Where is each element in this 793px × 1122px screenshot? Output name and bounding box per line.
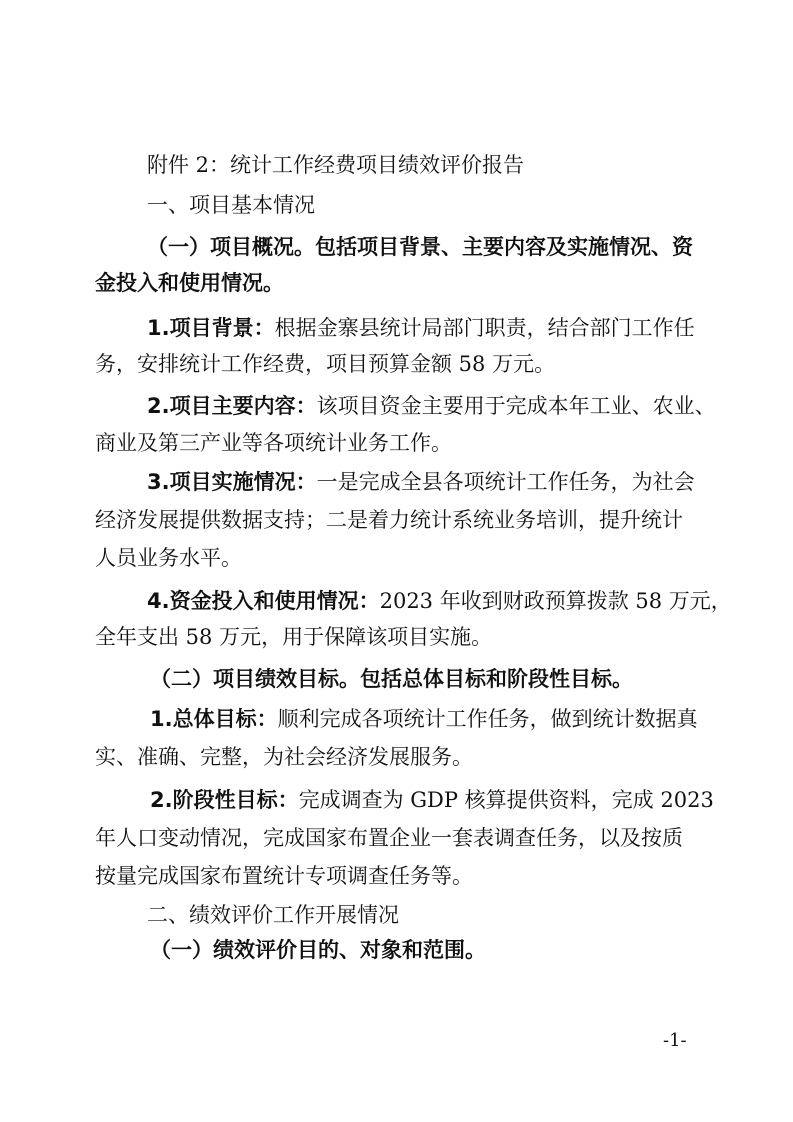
paragraph-overall-goal-line1 [150, 704, 698, 734]
paragraph-background-line1 [147, 313, 695, 343]
paragraph-stage-goal-line2: 年人口变动情况，完成国家布置企业一套表调查任务，以及按质 [95, 826, 683, 850]
paragraph-implementation-line1 [147, 467, 695, 497]
paragraph-text: 2023 年收到财政预算拨款 58 万元， [379, 589, 732, 613]
section-heading-1: 一、项目基本情况 [147, 193, 315, 217]
paragraph-text: 一是完成全县各项统计工作任务，为社会 [316, 470, 695, 494]
subsection-heading-3: （一）绩效评价目的、对象和范围。 [150, 938, 486, 962]
paragraph-label: 1.项目背景： [147, 316, 275, 340]
section-heading-2: 二、绩效评价工作开展情况 [147, 903, 399, 927]
paragraph-overall-goal-line2: 实、准确、完整，为社会经济发展服务。 [95, 745, 473, 769]
paragraph-label: 3.项目实施情况： [147, 470, 317, 494]
subsection-heading-2: （二）项目绩效目标。包括总体目标和阶段性目标。 [150, 667, 633, 691]
paragraph-stage-goal-line1 [150, 785, 714, 815]
subsection-heading-1-line2: 金投入和使用情况。 [95, 271, 284, 295]
page-number: -1- [663, 1030, 687, 1051]
paragraph-text: 完成调查为 GDP 核算提供资料，完成 2023 [298, 788, 714, 812]
paragraph-label: 2.阶段性目标： [150, 788, 299, 812]
paragraph-text: 顺利完成各项统计工作任务，做到统计数据真 [277, 707, 698, 731]
attachment-title: 附件 2：统计工作经费项目绩效评价报告 [147, 153, 525, 177]
paragraph-label: 4.资金投入和使用情况： [147, 589, 380, 613]
paragraph-text: 该项目资金主要用于完成本年工业、农业、 [316, 394, 716, 418]
paragraph-label: 1.总体目标： [150, 707, 278, 731]
paragraph-funding-line1 [147, 586, 732, 616]
paragraph-implementation-line3: 人员业务水平。 [95, 546, 242, 570]
paragraph-funding-line2: 全年支出 58 万元，用于保障该项目实施。 [95, 625, 493, 649]
paragraph-text: 根据金寨县统计局部门职责，结合部门工作任 [274, 316, 695, 340]
paragraph-content-line1 [147, 391, 716, 421]
paragraph-background-line2: 务，安排统计工作经费，项目预算金额 58 万元。 [95, 352, 556, 376]
paragraph-implementation-line2: 经济发展提供数据支持；二是着力统计系统业务培训，提升统计 [95, 508, 683, 532]
paragraph-content-line2: 商业及第三产业等各项统计业务工作。 [95, 431, 452, 455]
paragraph-label: 2.项目主要内容： [147, 394, 317, 418]
paragraph-stage-goal-line3: 按量完成国家布置统计专项调查任务等。 [95, 864, 473, 888]
subsection-heading-1-line1: （一）项目概况。包括项目背景、主要内容及实施情况、资 [147, 235, 693, 259]
